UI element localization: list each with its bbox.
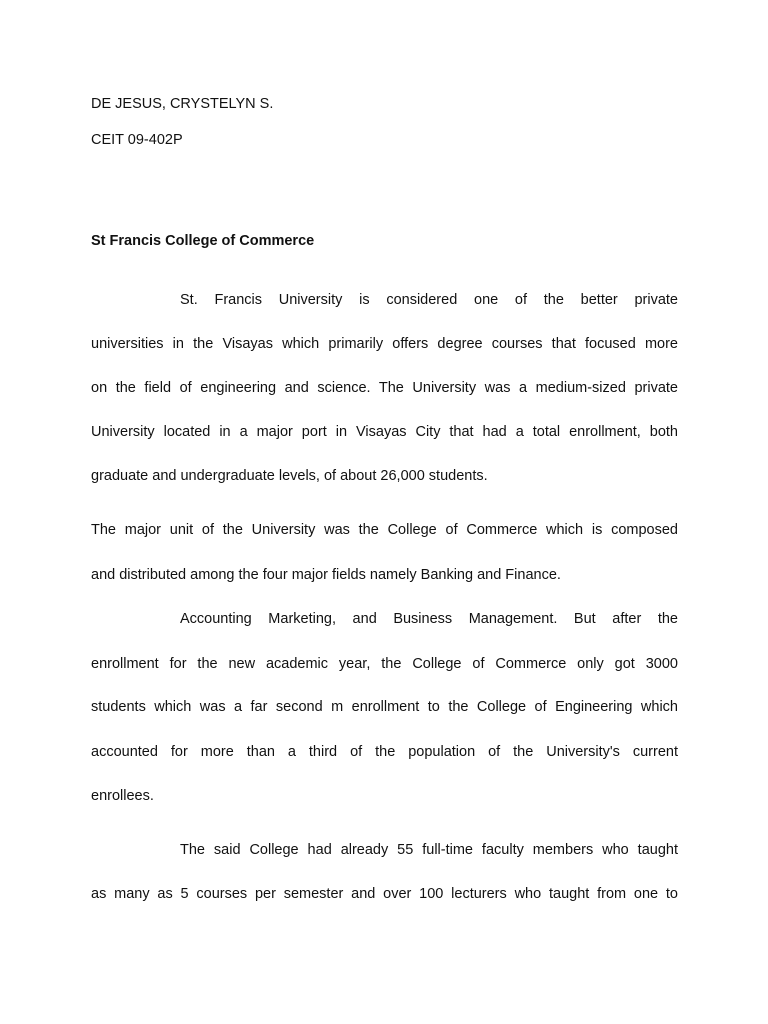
paragraph-line: graduate and undergraduate levels, of about 26,000 students. <box>91 468 488 484</box>
class-section: CEIT 09-402P <box>91 132 183 148</box>
paragraph-line: accounted for more than a third of the population of the University's current <box>91 744 678 760</box>
paragraph-line: The major unit of the University was the College of Commerce which is composed <box>91 522 678 538</box>
paragraph-line: on the field of engineering and science. The University was a medium-sized private <box>91 380 678 396</box>
paragraph-line: St. Francis University is considered one of the better private <box>180 292 678 308</box>
paragraph-line: as many as 5 courses per semester and over 100 lecturers who taught from one to <box>91 886 678 902</box>
paragraph-line: universities in the Visayas which primarily offers degree courses that focused more <box>91 336 678 352</box>
paragraph-line: enrollment for the new academic year, the College of Commerce only got 3000 <box>91 656 678 672</box>
paragraph-line: University located in a major port in Visayas City that had a total enrollment, both <box>91 424 678 440</box>
document-title: St Francis College of Commerce <box>91 233 315 249</box>
paragraph-line: The said College had already 55 full-time faculty members who taught <box>180 842 678 858</box>
paragraph-line: and distributed among the four major fields namely Banking and Finance. <box>91 567 561 583</box>
paragraph-line: enrollees. <box>91 788 154 804</box>
paragraph-line: students which was a far second m enrollment to the College of Engineering which <box>91 699 678 715</box>
paragraph-line: Accounting Marketing, and Business Management. But after the <box>180 611 678 627</box>
author-name: DE JESUS, CRYSTELYN S. <box>91 96 274 112</box>
